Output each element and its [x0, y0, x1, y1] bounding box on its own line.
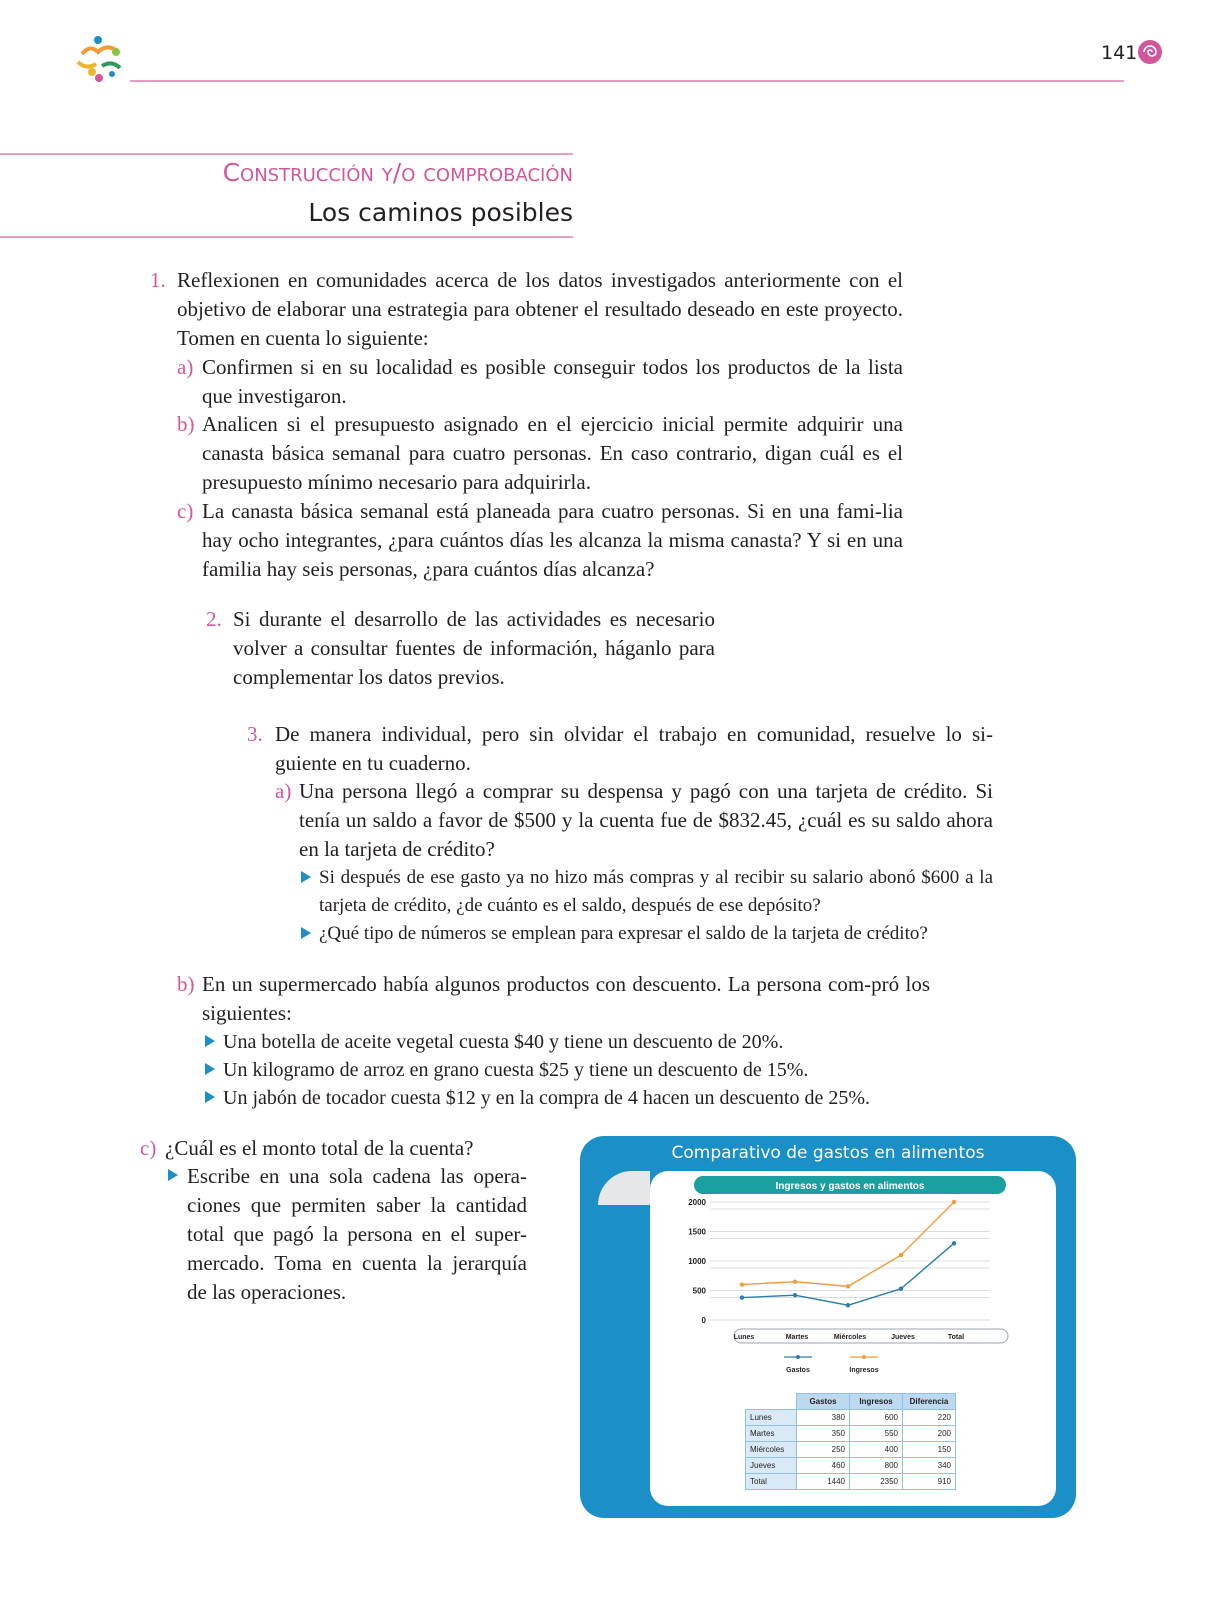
table-cell: 400 [850, 1442, 903, 1458]
table-cell: 350 [797, 1426, 850, 1442]
y-tick-label: 2000 [688, 1198, 706, 1207]
table-row-label: Miércoles [746, 1442, 797, 1458]
x-tick-label: Jueves [891, 1334, 915, 1341]
x-axis-band [734, 1329, 1008, 1343]
x-tick-label: Lunes [733, 1334, 755, 1341]
y-tick-label: 500 [692, 1286, 706, 1296]
table-cell: 220 [903, 1410, 956, 1426]
bullet-text: ¿Qué tipo de números se emplean para expresar el saldo de la tarjeta de crédito? [319, 923, 928, 944]
table-header: Gastos [797, 1394, 850, 1410]
item-number: 1. [150, 268, 166, 292]
item-text: Si durante el desarrollo de las actividades es necesario volver a consultar fuentes de información, háganlo para complementar los datos previos. [233, 607, 715, 689]
table-row-label: Lunes [746, 1410, 797, 1426]
data-point [793, 1293, 797, 1297]
page-ornament [1136, 38, 1164, 66]
table-cell: 550 [850, 1426, 903, 1442]
bullet-triangle-icon [205, 1091, 215, 1103]
data-point [952, 1200, 956, 1204]
table-cell: 910 [903, 1474, 956, 1490]
sub-item-text: En un supermercado había algunos productos con descuento. La persona com-pró los siguientes: [202, 972, 930, 1025]
figure-caption: Comparativo de gastos en alimentos [671, 1143, 985, 1163]
legend-marker [796, 1355, 800, 1359]
table-row-label: Total [746, 1474, 797, 1490]
data-point [740, 1295, 744, 1299]
sub-item-label: c) [177, 499, 194, 523]
table-cell: 800 [850, 1458, 903, 1474]
x-tick-label: Miércoles [833, 1334, 867, 1341]
data-point [952, 1241, 956, 1245]
data-point [846, 1303, 850, 1307]
bullet-text: Si después de ese gasto ya no hizo más compras y al recibir su salario abonó $600 a la tarjeta de crédito, ¿de cuánto es el saldo, después de ese depósito? [319, 867, 993, 916]
table-cell: 460 [797, 1458, 850, 1474]
bullet-text: Un jabón de tocador cuesta $12 y en la compra de 4 hacen un descuento de 25%. [223, 1087, 870, 1109]
data-point [899, 1287, 903, 1291]
legend-label: Gastos [786, 1367, 810, 1374]
series-line [742, 1243, 954, 1305]
item-number: 2. [206, 607, 222, 631]
table-header: Diferencia [903, 1394, 956, 1410]
table-cell: 380 [797, 1410, 850, 1426]
bullet-text: Escribe en una sola cadena las opera-ciones que permiten saber la cantidad total que pagó la persona en el super-mercado. Toma en cuenta la jerarquía de las operaciones. [187, 1164, 527, 1304]
table-cell: 200 [903, 1426, 956, 1442]
table-row [746, 1442, 956, 1458]
section-top-rule [0, 153, 573, 155]
sub-item-label: a) [177, 355, 194, 379]
header-rule [130, 80, 1124, 82]
sub-item-text: Una persona llegó a comprar su despensa y pagó con una tarjeta de crédito. Si tenía un saldo a favor de $500 y la cuenta fue de $832.45, ¿cuál es su saldo ahora en la tarjeta de crédito? [299, 779, 993, 861]
item-number: 3. [247, 722, 263, 746]
sub-item-text: Analicen si el presupuesto asignado en el ejercicio inicial permite adquirir una canasta básica semanal para cuatro personas. En caso contrario, digan cuál es el presupuesto mínimo necesario para adquirirla. [202, 412, 903, 494]
table-row-label: Jueves [746, 1458, 797, 1474]
y-tick-label: 0 [701, 1316, 706, 1325]
bullet-text: Un kilogramo de arroz en grano cuesta $25 y tiene un descuento de 15%. [223, 1059, 809, 1081]
page-number: 141 [1101, 42, 1138, 64]
table-cell: 1440 [797, 1474, 850, 1490]
table-cell: 600 [850, 1410, 903, 1426]
table-corner [746, 1394, 797, 1410]
chart-title: Ingresos y gastos en alimentos [775, 1181, 925, 1192]
y-tick-label: 1000 [688, 1257, 706, 1266]
table-cell: 150 [903, 1442, 956, 1458]
header-logo [72, 30, 128, 86]
sub-item-label: b) [177, 412, 195, 436]
data-point [846, 1284, 850, 1288]
table-cell: 340 [903, 1458, 956, 1474]
section-title: Construcción y/o comprobación [222, 158, 573, 187]
table-header: Ingresos [850, 1394, 903, 1410]
line-chart [650, 1176, 1056, 1376]
data-point [899, 1253, 903, 1257]
legend-label: Ingresos [849, 1367, 879, 1374]
table-row [746, 1410, 956, 1426]
sub-item-label: b) [177, 972, 195, 996]
spiral-ornament-icon [1136, 38, 1164, 66]
sub-item-label: a) [275, 779, 292, 803]
bullet-triangle-icon [168, 1169, 178, 1181]
table-row [746, 1426, 956, 1442]
bullet-text: Una botella de aceite vegetal cuesta $40 y tiene un descuento de 20%. [223, 1031, 784, 1053]
sub-item-text: Confirmen si en su localidad es posible conseguir todos los productos de la lista que investigaron. [202, 355, 903, 408]
sub-item-label: c) [140, 1136, 157, 1160]
data-point [793, 1279, 797, 1283]
sub-item-text: ¿Cuál es el monto total de la cuenta? [165, 1136, 474, 1160]
flower-logo-icon [72, 30, 128, 86]
x-tick-label: Total [947, 1334, 965, 1341]
table-row [746, 1458, 956, 1474]
x-tick-label: Martes [785, 1334, 809, 1341]
bullet-triangle-icon [301, 871, 311, 883]
data-table [745, 1393, 956, 1490]
section-bottom-rule [0, 236, 573, 238]
bullet-triangle-icon [301, 927, 311, 939]
table-cell: 2350 [850, 1474, 903, 1490]
sub-item-text: La canasta básica semanal está planeada para cuatro personas. Si en una fami-lia hay ocho integrantes, ¿para cuántos días les alcanza la misma canasta? Y si en una familia hay seis personas, ¿para cuántos días alcanza? [202, 499, 903, 581]
table-row-label: Martes [746, 1426, 797, 1442]
section-subtitle: Los caminos posibles [308, 198, 573, 227]
item-text: Reflexionen en comunidades acerca de los datos investigados anteriormente con el objetivo de elaborar una estrategia para obtener el resultado deseado en este proyecto. Tomen en cuenta lo siguiente: [177, 268, 903, 350]
y-tick-label: 1500 [688, 1227, 706, 1237]
series-line [742, 1202, 954, 1286]
data-point [740, 1282, 744, 1286]
table-row [746, 1474, 956, 1490]
legend-marker [862, 1355, 866, 1359]
bullet-triangle-icon [205, 1063, 215, 1075]
item-text: De manera individual, pero sin olvidar el trabajo en comunidad, resuelve lo si-guiente en tu cuaderno. [275, 722, 993, 775]
table-cell: 250 [797, 1442, 850, 1458]
bullet-triangle-icon [205, 1035, 215, 1047]
